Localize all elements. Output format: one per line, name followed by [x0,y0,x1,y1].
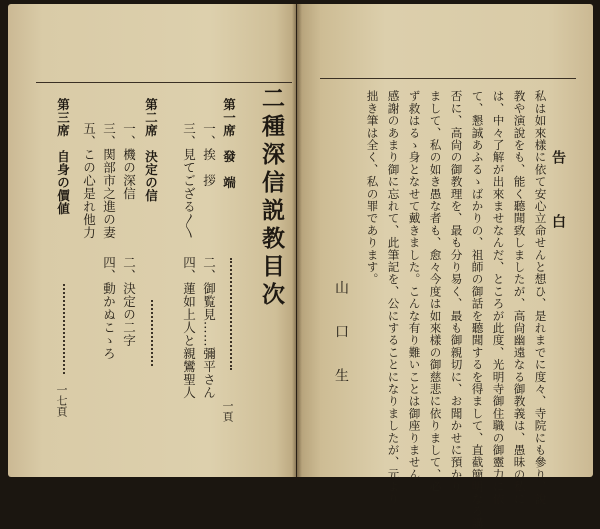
preface-heading: 告 白 [550,150,566,246]
book-gutter [292,4,302,477]
preface-line-9: 拙き筆は全く、私の罪であります。 [365,90,380,286]
toc-title: 二種深信説教目次 [258,86,285,310]
toc-top-rule [36,82,292,83]
toc-entry-2-3[interactable]: 三、関部市之進の妻 [101,122,117,239]
toc-entry-2-4[interactable]: 四、動かぬこゝろ [101,256,117,360]
preface-line-7: ず救はるゝ身となせて戴きました。こんな有り難いことは御座りません [407,90,422,481]
preface-line-2: 教や演說をも、能く聽聞致しましたが、高尙幽遠なる御教義は、愚昧の私に [512,90,527,505]
toc-leader-3 [63,284,65,374]
preface-line-6: まして、私の如き愚な者も、愈々今度は如來樣の御慈悲に依りまして、必 [428,90,443,493]
toc-entry-1-1[interactable]: 一、挨 拶 [201,122,217,187]
toc-entry-2-5[interactable]: 五、この心是れ他力 [81,122,97,239]
toc-leader-1 [230,258,232,370]
toc-entry-1[interactable]: 第一席 發 端 [221,98,237,189]
preface-line-4: て、懇誠あふるゝばかりの、祖師の御話を聽聞するを得まして、直截簡明なる講 [470,90,485,529]
toc-entry-2[interactable]: 第二席 決定の信 [143,98,159,202]
preface-author: 山口生 [333,280,349,412]
left-page [8,4,296,477]
preface-line-5: 否に、高尙の御教理を、最も分り易く、最も御親切に、お聞かせに預かり [449,90,464,493]
toc-leader-2 [151,300,153,366]
preface-line-8: 感謝のあまり御に忘れて、此筆記を、公にすることになりましたが、元より [386,90,401,505]
toc-entry-2-1[interactable]: 一、機の深信 [121,122,137,200]
toc-entry-1-2[interactable]: 二、御覧見……彌平さん [201,256,217,399]
toc-entry-1-3[interactable]: 三、見てござる〳〵 [181,122,197,239]
toc-entry-3[interactable]: 第三席 自身の價値 [55,98,71,215]
toc-page-3: 一七頁 [55,384,68,417]
toc-page-1: 一頁 [221,400,234,422]
preface-line-1: 私は如來樣に依て安心立命せんと想ひ、是れまでに度々、寺院にも參り、說 [533,90,548,505]
toc-entry-1-4[interactable]: 四、蓮如上人と親鸞聖人 [181,256,197,399]
preface-top-rule [320,78,576,79]
toc-entry-2-2[interactable]: 二、決定の二字 [121,256,137,347]
preface-line-3: は、中々了解が出來ませなんだ、ところが此度、光明寺御住職の御靈力に依 [491,90,506,505]
